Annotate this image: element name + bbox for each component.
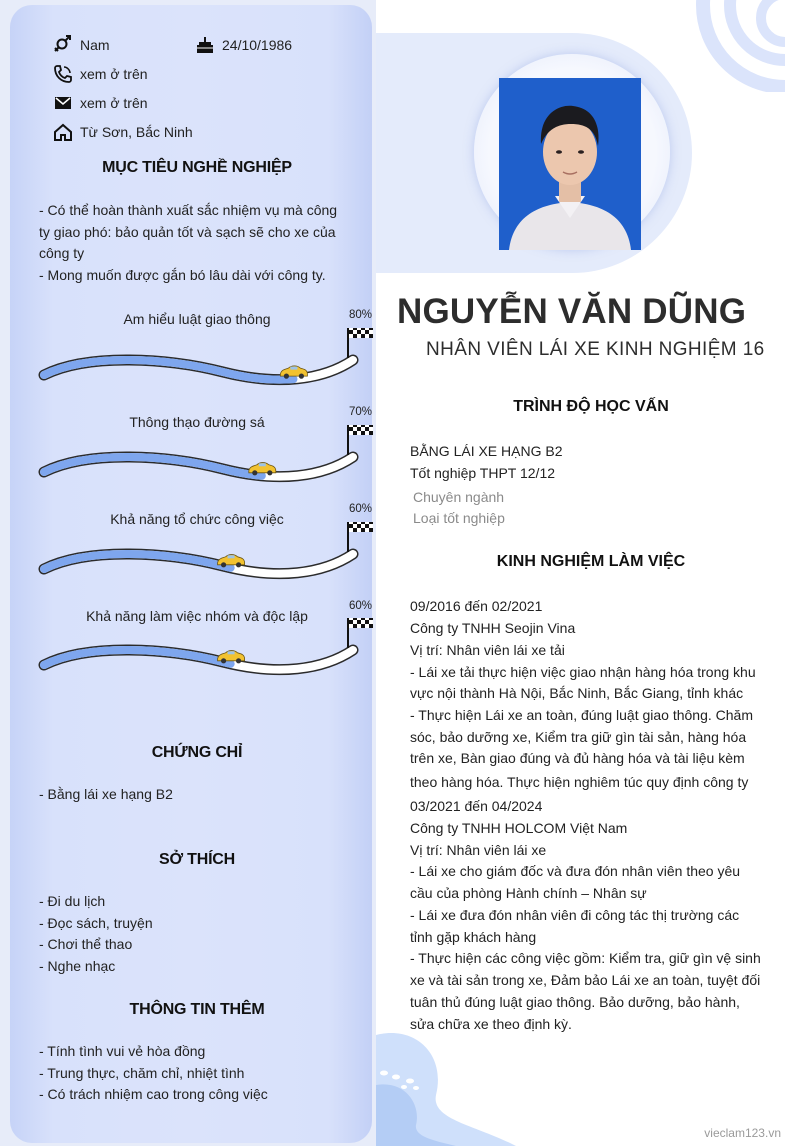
objective-text bbox=[39, 200, 337, 286]
email-value: xem ở trên bbox=[80, 95, 148, 111]
hobby-item: - Nghe nhạc bbox=[39, 957, 116, 974]
experience-line: cầu của phòng Hành chính – Nhân sự bbox=[410, 885, 647, 901]
birthday-value: 24/10/1986 bbox=[222, 37, 293, 53]
skill-label: Khả năng làm việc nhóm và độc lập bbox=[86, 608, 308, 624]
experience-line: - Lái xe tải thực hiện việc giao nhận hàng hóa trong khu bbox=[410, 664, 756, 680]
birthday-row bbox=[195, 35, 292, 55]
experience-line: Công ty TNHH HOLCOM Việt Nam bbox=[410, 820, 628, 836]
experience-line: vực nội thành Hà Nội, Bắc Ninh, Bắc Giang, tỉnh khác bbox=[410, 685, 744, 701]
education-line: BẰNG LÁI XE HẠNG B2 bbox=[410, 443, 563, 459]
experience-line: Công ty TNHH Seojin Vina bbox=[410, 620, 576, 636]
experience-line: - Thực hiện các công việc gồm: Kiểm tra, giữ gìn vệ sinh bbox=[410, 950, 761, 966]
objective-line: ty giao phó: bảo quản tốt và sạch sẽ cho xe của bbox=[39, 223, 336, 240]
objective-title: MỤC TIÊU NGHỀ NGHIỆP bbox=[102, 159, 292, 176]
hobby-item: - Đi du lịch bbox=[39, 893, 106, 909]
email-row bbox=[53, 93, 148, 113]
watermark: vieclam123.vn bbox=[704, 1126, 781, 1140]
decor-circles bbox=[690, 0, 785, 92]
experience-line: - Lái xe đưa đón nhân viên đi công tác thị trường các bbox=[410, 907, 740, 923]
job-title: NHÂN VIÊN LÁI XE KINH NGHIỆM 16 bbox=[426, 339, 765, 360]
hobby-item: - Chơi thể thao bbox=[39, 936, 133, 953]
experience-line: trên xe, Bàn giao đúng và đủ hàng hóa và tài liệu kèm bbox=[410, 750, 745, 766]
education-line: Tốt nghiệp THPT 12/12 bbox=[410, 465, 556, 481]
skill-percent: 60% bbox=[349, 503, 373, 515]
education-muted-line: Chuyên ngành bbox=[413, 489, 505, 505]
skill-percent: 70% bbox=[349, 406, 373, 418]
certificates-title: CHỨNG CHỈ bbox=[151, 744, 243, 761]
experience-line: tỉnh gặp khách hàng bbox=[410, 929, 537, 945]
certificate-item: - Bằng lái xe hạng B2 bbox=[39, 786, 173, 802]
more-info-item: - Tính tình vui vẻ hòa đồng bbox=[39, 1043, 206, 1059]
phone-icon bbox=[53, 64, 73, 84]
skill-label: Thông thạo đường sá bbox=[129, 414, 265, 430]
address-row bbox=[53, 122, 193, 142]
skill-road bbox=[38, 328, 378, 388]
full-name: NGUYỄN VĂN DŨNG bbox=[397, 292, 747, 331]
experience-line: tuân thủ đúng luật giao thông. Bảo dưỡng, bảo hành, bbox=[410, 994, 740, 1010]
skill-road bbox=[38, 425, 378, 485]
objective-line: - Mong muốn được gắn bó lâu dài với công ty. bbox=[39, 266, 326, 283]
more-info-item: - Có trách nhiệm cao trong công việc bbox=[39, 1086, 268, 1103]
hobbies-list bbox=[39, 891, 153, 977]
education-muted-line: Loại tốt nghiệp bbox=[413, 510, 505, 526]
mail-icon bbox=[53, 93, 73, 113]
address-value: Từ Sơn, Bắc Ninh bbox=[80, 124, 193, 140]
skill-label: Khả năng tổ chức công việc bbox=[110, 511, 284, 527]
phone-value: xem ở trên bbox=[80, 66, 148, 82]
experience-line: - Lái xe cho giám đốc và đưa đón nhân viên theo yêu bbox=[410, 863, 741, 879]
experience-line: 09/2016 đến 02/2021 bbox=[410, 598, 543, 614]
hobby-item: - Đọc sách, truyện bbox=[39, 914, 153, 931]
skill-road bbox=[38, 618, 378, 678]
experience-line: 03/2021 đến 04/2024 bbox=[410, 798, 543, 814]
experience-line: sửa chữa xe theo định kỳ. bbox=[410, 1016, 572, 1032]
more-info-list bbox=[39, 1041, 268, 1106]
skill-percent: 60% bbox=[349, 600, 373, 612]
finish-flag-icon bbox=[347, 522, 373, 552]
finish-flag-icon bbox=[347, 425, 373, 455]
education-title: TRÌNH ĐỘ HỌC VẤN bbox=[513, 398, 669, 415]
finish-flag-icon bbox=[347, 618, 373, 648]
finish-flag-icon bbox=[347, 328, 373, 358]
more-info-item: - Trung thực, chăm chỉ, nhiệt tình bbox=[39, 1064, 245, 1081]
gender-row bbox=[53, 35, 110, 55]
skill-percent: 80% bbox=[349, 309, 373, 321]
experience-line: theo hàng hóa. Thực hiện nghiêm túc quy định công ty bbox=[410, 774, 749, 790]
more-info-title: THÔNG TIN THÊM bbox=[129, 1001, 265, 1018]
experience-line: xe và tài sản trong xe, Đảm bảo Lái xe an toàn, tuyệt đối bbox=[410, 972, 761, 988]
skill-road bbox=[38, 522, 378, 582]
experience-line: - Thực hiện Lái xe an toàn, đúng luật giao thông. Chăm bbox=[410, 707, 754, 723]
phone-row bbox=[53, 64, 148, 84]
hobbies-title: SỞ THÍCH bbox=[158, 851, 236, 868]
certificates-list bbox=[39, 784, 173, 806]
objective-line: công ty bbox=[39, 245, 85, 262]
objective-line: - Có thể hoàn thành xuất sắc nhiệm vụ mà công bbox=[39, 202, 338, 218]
cake-icon bbox=[195, 35, 215, 55]
experience-line: Vị trí: Nhân viên lái xe tải bbox=[410, 642, 565, 658]
profile-photo bbox=[499, 78, 641, 250]
decor-wave bbox=[376, 1025, 556, 1146]
skill-label: Am hiểu luật giao thông bbox=[123, 311, 271, 327]
home-icon bbox=[53, 122, 73, 142]
experience-title: KINH NGHIỆM LÀM VIỆC bbox=[496, 553, 686, 570]
gender-value: Nam bbox=[80, 37, 110, 53]
gender-icon bbox=[53, 35, 73, 55]
experience-line: Vị trí: Nhân viên lái xe bbox=[410, 842, 547, 858]
experience-line: sóc, bảo dưỡng xe, Kiểm tra giữ gìn tài sản, hàng hóa bbox=[410, 729, 747, 745]
